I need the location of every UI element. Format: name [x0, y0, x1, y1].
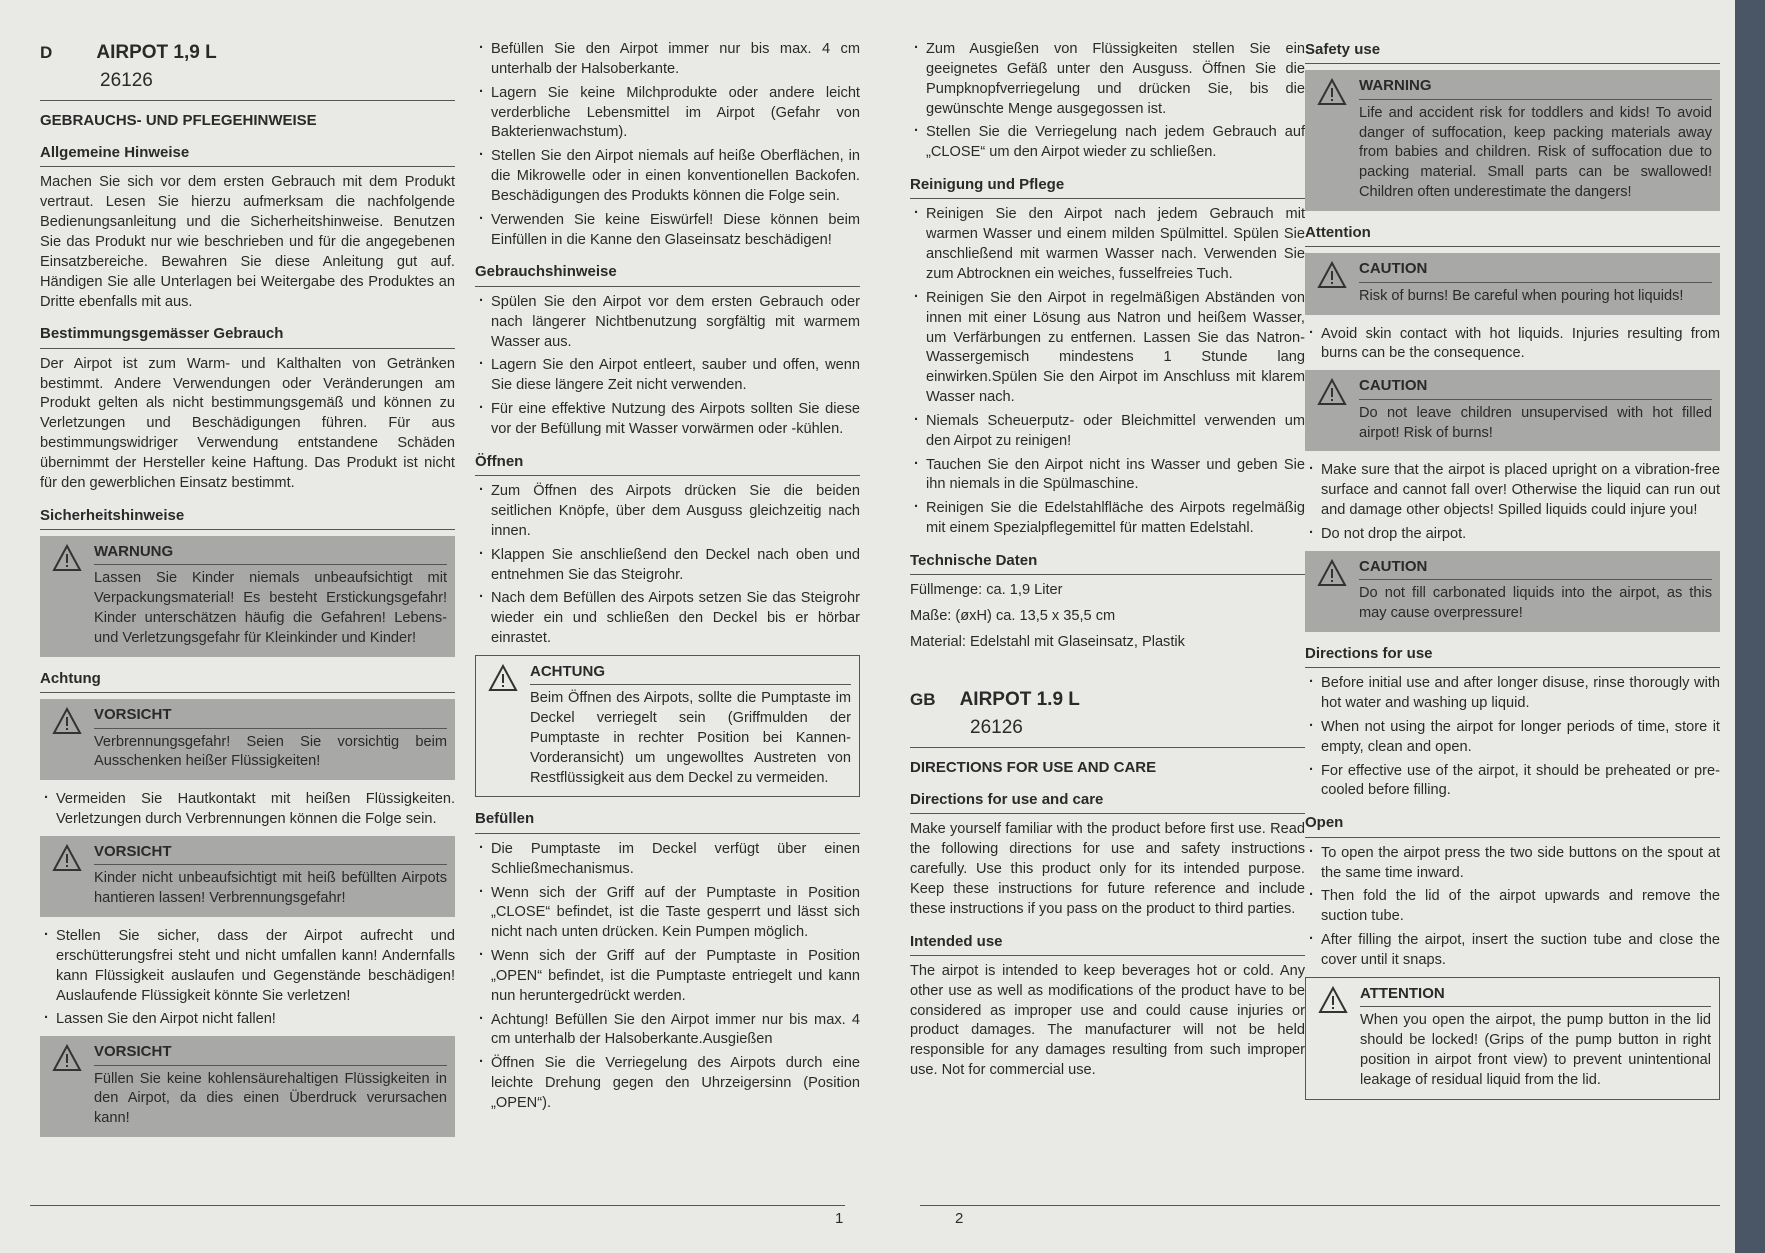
section-title: Gebrauchshinweise — [475, 262, 860, 286]
list-item: · For effective use of the airpot, it should be preheated or pre-cooled before filling. — [1305, 762, 1720, 802]
gb-header — [910, 687, 1305, 741]
warning-triangle-icon — [52, 844, 82, 872]
list-item: · Stellen Sie die Verriegelung nach jedem Gebrauch auf „CLOSE“ um den Airpot wieder zu schließen. — [910, 123, 1305, 163]
footer-divider — [920, 1205, 1720, 1206]
warning-triangle-icon — [1317, 559, 1347, 587]
list-item: · Wenn sich der Griff auf der Pumptaste in Position „CLOSE“ befindet, ist die Taste gesperrt und lässt sich nicht nach unten drücken. Kein Pumpen möglich. — [475, 884, 860, 944]
intended-use-text: Der Airpot ist zum Warm- und Kalthalten von Getränken bestimmt. Andere Verwendungen oder Veränderungen am Produkt gelten als nicht bestimmungsgemäß und können zu Verletzungen und Beschädigungen führen. Für aus bestimmungswidriger Verwendung entstandene Schäden übernimmt der Hersteller keine Haftung. Das Produkt ist nicht für den gewerblichen Einsatz bestimmt. — [40, 355, 455, 491]
warning-triangle-icon — [1318, 986, 1348, 1014]
bullet-list — [1305, 325, 1720, 365]
list-item: · Reinigen Sie die Edelstahlfläche des Airpots regelmäßig mit einem Spezialpflegemittel für matten Edelstahl. — [910, 499, 1305, 539]
warning-triangle-icon — [52, 1044, 82, 1072]
document-header — [40, 40, 455, 94]
section-title: Sicherheitshinweise — [40, 506, 455, 530]
list-item: · Klappen Sie anschließend den Deckel nach oben und entnehmen Sie das Steigrohr. — [475, 546, 860, 586]
bullet-list — [475, 293, 860, 440]
caution-text: Do not fill carbonated liquids into the airpot, as this may cause overpressure! — [1359, 585, 1712, 621]
warning-box — [40, 536, 455, 657]
bullet-list — [475, 840, 860, 1114]
section-title: Befüllen — [475, 809, 860, 833]
list-item: · Avoid skin contact with hot liquids. Injuries resulting from burns can be the consequence. — [1305, 325, 1720, 365]
page-number: 2 — [955, 1210, 964, 1227]
caution-box — [1305, 551, 1720, 632]
right-column-1 — [910, 40, 1305, 1085]
list-item: · Wenn sich der Griff auf der Pumptaste in Position „OPEN“ befindet, ist die Pumptaste entriegelt und kann nun heruntergedrückt werden. — [475, 947, 860, 1007]
list-item: · Stellen Sie sicher, dass der Airpot aufrecht und erschütterungsfrei steht und nicht umfallen kann! Andernfalls kann Flüssigkeit auslaufen und Gegenstände beschädigen! Auslaufende Flüssigkeit könnte Sie verletzen! — [40, 927, 455, 1006]
tech-capacity: Füllmenge: ca. 1,9 Liter — [910, 582, 1063, 599]
list-item: · Nach dem Befüllen des Airpots setzen Sie das Steigrohr wieder ein und schließen den Deckel bis er hörbar einrastet. — [475, 589, 860, 649]
bullet-list — [475, 40, 860, 250]
list-item: · Lagern Sie den Airpot entleert, sauber und offen, wenn Sie diese längere Zeit nicht verwenden. — [475, 356, 860, 396]
section-title: Intended use — [910, 932, 1305, 956]
caution-box — [40, 699, 455, 780]
section-title: Achtung — [40, 669, 455, 693]
list-item: · Die Pumptaste im Deckel verfügt über einen Schließmechanismus. — [475, 840, 860, 880]
caution-text: Do not leave children unsupervised with hot filled airpot! Risk of burns! — [1359, 404, 1712, 441]
list-item: · Verwenden Sie keine Eiswürfel! Diese können beim Einfüllen in die Kanne den Glaseinsatz beschädigen! — [475, 211, 860, 251]
page-right — [905, 40, 1720, 1230]
page-left-german — [30, 40, 860, 1230]
bullet-list — [40, 790, 455, 830]
warning-triangle-icon — [1317, 261, 1347, 289]
language-code: GB — [910, 689, 936, 709]
attention-title: ATTENTION — [1360, 984, 1711, 1007]
bullet-list — [475, 482, 860, 649]
warning-box — [1305, 70, 1720, 211]
product-title: AIRPOT 1,9 L — [96, 42, 217, 63]
left-column-2 — [475, 40, 860, 1118]
caution-box — [1305, 253, 1720, 314]
attention-title: ACHTUNG — [530, 662, 851, 685]
section-title: Safety use — [1305, 40, 1720, 64]
list-item: · Tauchen Sie den Airpot nicht ins Wasser und geben Sie ihn niemals in die Spülmaschine. — [910, 456, 1305, 496]
bullet-list — [1305, 674, 1720, 801]
warning-triangle-icon — [52, 707, 82, 735]
tech-dimensions: Maße: (øxH) ca. 13,5 x 35,5 cm — [910, 608, 1116, 625]
section-title: Allgemeine Hinweise — [40, 143, 455, 167]
warning-title: WARNUNG — [94, 542, 447, 565]
general-text: Machen Sie sich vor dem ersten Gebrauch mit dem Produkt vertraut. Lesen Sie hierzu aufmerksam die nachfolgende Bedienungsanleitung und die Sicherheitshinweise. Benutzen Sie das Produkt nur wie beschrieben und für die angegebenen Einsatzbereiche. Bewahren Sie diese Anleitung gut auf. Händigen Sie alle Unterlagen bei Weitergabe des Produktes an Dritte ebenfalls mit aus. — [40, 174, 455, 310]
intended-use-text: The airpot is intended to keep beverages hot or cold. Any other use as well as modifications of the product have to be considered as improper use and could cause injuries or product damages. The manufacturer will not be held responsible for any damages resulting from such improper use. Not for commercial use. — [910, 962, 1305, 1079]
section-title: Öffnen — [475, 452, 860, 476]
list-item: · To open the airpot press the two side buttons on the spout at the same time inward. — [1305, 844, 1720, 884]
list-item: · Before initial use and after longer disuse, rinse thorougly with hot water and washing up liquid. — [1305, 674, 1720, 714]
directions-text: Make yourself familiar with the product before first use. Read the following directions for use and safety instructions carefully. Use this product only for its intended purpose. Keep these instructions for future reference and include these instructions if you pass on the product to third parties. — [910, 821, 1305, 917]
section-title: Directions for use and care — [910, 790, 1305, 814]
bullet-list — [40, 927, 455, 1030]
bullet-list — [910, 40, 1305, 163]
section-title: Directions for use — [1305, 644, 1720, 668]
background-edge — [1735, 0, 1765, 1253]
section-title: Attention — [1305, 223, 1720, 247]
page-number: 1 — [835, 1210, 844, 1227]
caution-title: CAUTION — [1359, 557, 1712, 580]
section-title: Bestimmungsgemässer Gebrauch — [40, 324, 455, 348]
language-code: D — [40, 43, 53, 62]
caution-title: VORSICHT — [94, 705, 447, 728]
list-item: · Für eine effektive Nutzung des Airpots sollten Sie diese vor der Befüllung mit Wasser vorwärmen oder -kühlen. — [475, 400, 860, 440]
warning-text: Life and accident risk for toddlers and kids! To avoid danger of suffocation, keep packing materials away from babies and children. Risk of suffocation due to packing material. Small parts can be swallowed! Children often underestimate the dangers! — [1359, 104, 1712, 201]
caution-text: Füllen Sie keine kohlensäurehaltigen Flüssigkeiten in den Airpot, da dies einen Überdruck verursachen kann! — [94, 1070, 447, 1127]
list-item: · Then fold the lid of the airpot upwards and remove the suction tube. — [1305, 887, 1720, 927]
caution-text: Kinder nicht unbeaufsichtigt mit heiß befüllten Airpots hantieren lassen! Verbrennungsgefahr! — [94, 870, 447, 907]
caution-title: VORSICHT — [94, 1042, 447, 1065]
warning-title: WARNING — [1359, 76, 1712, 99]
list-item: · Vermeiden Sie Hautkontakt mit heißen Flüssigkeiten. Verletzungen durch Verbrennungen können die Folge sein. — [40, 790, 455, 830]
section-title: Open — [1305, 813, 1720, 837]
list-item: · Achtung! Befüllen Sie den Airpot immer nur bis max. 4 cm unterhalb der Halsoberkante.Ausgießen — [475, 1011, 860, 1051]
bullet-list — [910, 205, 1305, 539]
list-item: · Zum Ausgießen von Flüssigkeiten stellen Sie ein geeignetes Gefäß unter den Ausguss. Öffnen Sie die Pumpknopfverriegelung und drücken Sie, bis die gewünschte Menge ausgegossen ist. — [910, 40, 1305, 119]
warning-triangle-icon — [488, 664, 518, 692]
attention-text: Beim Öffnen des Airpots, sollte die Pumptaste im Deckel verriegelt sein (Griffmulden der Pumptaste in rechter Position bei Kannen-Vorderansicht) um ungewolltes Austreten von Restflüssigkeit aus dem Deckel zu vermeiden. — [530, 690, 851, 786]
article-number: 26126 — [100, 69, 153, 91]
caution-box — [40, 1036, 455, 1137]
caution-title: CAUTION — [1359, 376, 1712, 399]
attention-box — [1305, 977, 1720, 1100]
bullet-list — [1305, 461, 1720, 544]
caution-text: Risk of burns! Be careful when pouring hot liquids! — [1359, 287, 1684, 304]
bullet-list — [1305, 844, 1720, 971]
list-item: · Stellen Sie den Airpot niemals auf heiße Oberflächen, in die Mikrowelle oder in einen konventionellen Backofen. Beschädigungen des Produkts können die Folge sein. — [475, 147, 860, 207]
section-title: Reinigung und Pflege — [910, 175, 1305, 199]
list-item: · Lassen Sie den Airpot nicht fallen! — [40, 1010, 455, 1030]
warning-triangle-icon — [1317, 378, 1347, 406]
caution-title: VORSICHT — [94, 842, 447, 865]
caution-text: Verbrennungsgefahr! Seien Sie vorsichtig beim Ausschenken heißer Flüssigkeiten! — [94, 733, 447, 770]
list-item: · After filling the airpot, insert the suction tube and close the cover until it snaps. — [1305, 931, 1720, 971]
footer-divider — [30, 1205, 845, 1206]
tech-material: Material: Edelstahl mit Glaseinsatz, Plastik — [910, 634, 1185, 651]
list-item: · Spülen Sie den Airpot vor dem ersten Gebrauch oder nach längerer Nichtbenutzung sorgfältig mit warmem Wasser aus. — [475, 293, 860, 353]
article-number: 26126 — [970, 716, 1023, 738]
attention-box — [475, 655, 860, 798]
header-divider — [910, 747, 1305, 748]
warning-triangle-icon — [1317, 78, 1347, 106]
technical-data — [910, 581, 1305, 653]
product-title: AIRPOT 1.9 L — [959, 688, 1080, 710]
list-item: · Reinigen Sie den Airpot in regelmäßigen Abständen von innen mit einer Lösung aus Natron und heißem Wasser, um Verfärbungen zu entfernen. Lassen Sie das Natron-Wassergemisch mindestens 1 Stunde lang einwirken.Spülen Sie den Airpot im Anschluss mit klarem Wasser nach. — [910, 289, 1305, 408]
caution-box — [1305, 370, 1720, 451]
caution-title: CAUTION — [1359, 259, 1712, 282]
right-column-2 — [1305, 40, 1720, 1110]
list-item: · Öffnen Sie die Verriegelung des Airpots durch eine leichte Drehung gegen den Uhrzeigersinn (Position „OPEN“). — [475, 1054, 860, 1114]
left-column-1 — [40, 40, 455, 1147]
list-item: · Lagern Sie keine Milchprodukte oder andere leicht verderbliche Lebensmittel im Airpot (Gefahr von Bakterienwachstum). — [475, 84, 860, 144]
header-divider — [40, 100, 455, 101]
warning-text: Lassen Sie Kinder niemals unbeaufsichtigt mit Verpackungsmaterial! Es besteht Erstickungsgefahr! Kinder unterschätzen häufig die Gefahren! Lebens- und Verletzungsgefahr für Kleinkinder und Kinder! — [94, 570, 447, 646]
document-heading: GEBRAUCHS- UND PFLEGEHINWEISE — [40, 111, 317, 129]
list-item: · Niemals Scheuerputz- oder Bleichmittel verwenden um den Airpot zu reinigen! — [910, 412, 1305, 452]
document-heading: DIRECTIONS FOR USE AND CARE — [910, 758, 1157, 776]
list-item: · Zum Öffnen des Airpots drücken Sie die beiden seitlichen Knöpfe, über dem Ausguss gleichzeitig nach innen. — [475, 482, 860, 542]
list-item: · Make sure that the airpot is placed upright on a vibration-free surface and cannot fall over! Otherwise the liquid can run out and damage other objects! Spilled liquids could injure you! — [1305, 461, 1720, 521]
list-item: · Do not drop the airpot. — [1305, 525, 1720, 545]
attention-text: When you open the airpot, the pump button in the lid should be locked! (Grips of the pump button in right position in airpot front view) to prevent unintentional leakage of residual liquid from the lid. — [1360, 1012, 1711, 1088]
list-item: · When not using the airpot for longer periods of time, store it empty, clean and open. — [1305, 718, 1720, 758]
section-title: Technische Daten — [910, 551, 1305, 575]
list-item: · Befüllen Sie den Airpot immer nur bis max. 4 cm unterhalb der Halsoberkante. — [475, 40, 860, 80]
caution-box — [40, 836, 455, 917]
list-item: · Reinigen Sie den Airpot nach jedem Gebrauch mit warmen Wasser und einem milden Spülmittel. Spülen Sie anschließend mit warmen Wasser nach. Verwenden Sie zum Abtrocknen ein weiches, fusselfreies Tuch. — [910, 205, 1305, 284]
warning-triangle-icon — [52, 544, 82, 572]
